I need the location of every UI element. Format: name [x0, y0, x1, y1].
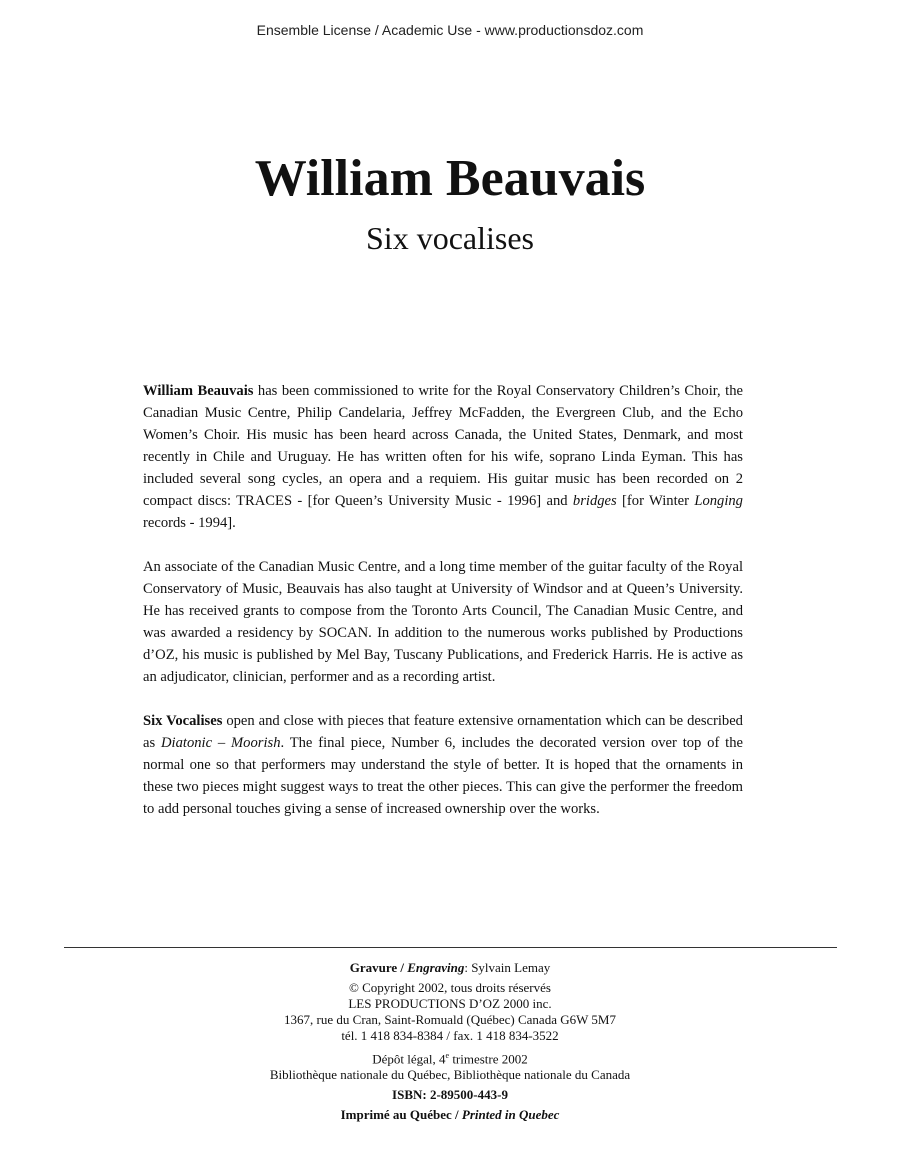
biography: [143, 380, 743, 842]
printed-fr: Imprimé au Québec /: [340, 1107, 462, 1123]
publisher: LES PRODUCTIONS D’OZ 2000 inc.: [348, 996, 552, 1011]
printed-in: [0, 1107, 900, 1123]
bio3-text2: . The final piece, Number 6, includes the decorated version over top of the normal one so that performers may understand the style of better. It is hoped that the ornaments in these two pieces might suggest ways to treat the other pieces. This can give the performer the freedom to add personal touches giving a sense of increased ownership over the works.: [143, 735, 743, 817]
address: 1367, rue du Cran, Saint-Romuald (Québec) Canada G6W 5M7: [284, 1012, 616, 1027]
engraver-name: : Sylvain Lemay: [464, 960, 551, 975]
legal-deposit: [0, 1048, 900, 1067]
license-header: Ensemble License / Academic Use - www.productionsdoz.com: [256, 22, 644, 38]
depot-text-a: Dépôt légal, 4: [372, 1051, 446, 1067]
bio-paragraph-3: [143, 710, 743, 820]
gravure-label: Gravure /: [349, 960, 408, 975]
copyright: © Copyright 2002, tous droits réservés: [349, 980, 551, 995]
divider: [64, 947, 837, 948]
depot-sup: e: [445, 1051, 450, 1060]
composer-title: William Beauvais: [254, 150, 646, 207]
work-subtitle: Six vocalises: [366, 220, 534, 256]
work-name: Six Vocalises: [143, 713, 223, 729]
phone-fax: tél. 1 418 834-8384 / fax. 1 418 834-3522: [341, 1028, 559, 1043]
credits-block: [0, 960, 900, 1123]
bio-name: William Beauvais: [143, 383, 254, 399]
style-label: Diatonic – Moorish: [161, 735, 281, 751]
engraving-label: Engraving: [407, 960, 465, 975]
bio-paragraph-2: An associate of the Canadian Music Centre, and a long time member of the guitar faculty of the Royal Conservatory of Music, Beauvais has also taught at University of Windsor and at Queen’s University. He has received grants to compose from the Toronto Arts Council, The Canadian Music Centre, and was awarded a residency by SOCAN. In addition to the numerous works published by Productions d’OZ, his music is published by Mel Bay, Tuscany Publications, and Frederick Harris. He is active as an adjudicator, clinician, performer and as a recording artist.: [143, 559, 743, 685]
printed-en: Printed in Quebec: [461, 1107, 560, 1123]
bio3-text1: open and close with pieces that feature extensive ornamentation which can be described as: [143, 713, 743, 751]
isbn: ISBN: 2-89500-443-9: [392, 1087, 508, 1103]
bio1-text2: [for Winter: [616, 493, 695, 509]
bridges-title: bridges: [572, 493, 617, 509]
bio1-text3: records - 1994].: [143, 515, 236, 531]
bio1-text1: has been commissioned to write for the Royal Conservatory Children’s Choir, the Canadian Music Centre, Philip Candelaria, Jeffrey McFadden, the Evergreen Club, and the Echo Women’s Choir. His music has been heard across Canada, the United States, Denmark, and most recently in Chile and Uruguay. He has written often for his wife, soprano Linda Eyman. This has included several song cycles, an opera and a requiem. His guitar music has been recorded on 2 compact discs: TRACES - [for Queen’s University Music - 1996] and: [143, 383, 743, 509]
depot-text-b: trimestre 2002: [449, 1051, 528, 1067]
bio-paragraph-1: [143, 380, 743, 534]
engraving-credit: [0, 960, 900, 976]
longing-label: Longing: [694, 493, 743, 509]
library: Bibliothèque nationale du Québec, Bibliothèque nationale du Canada: [269, 1067, 631, 1083]
